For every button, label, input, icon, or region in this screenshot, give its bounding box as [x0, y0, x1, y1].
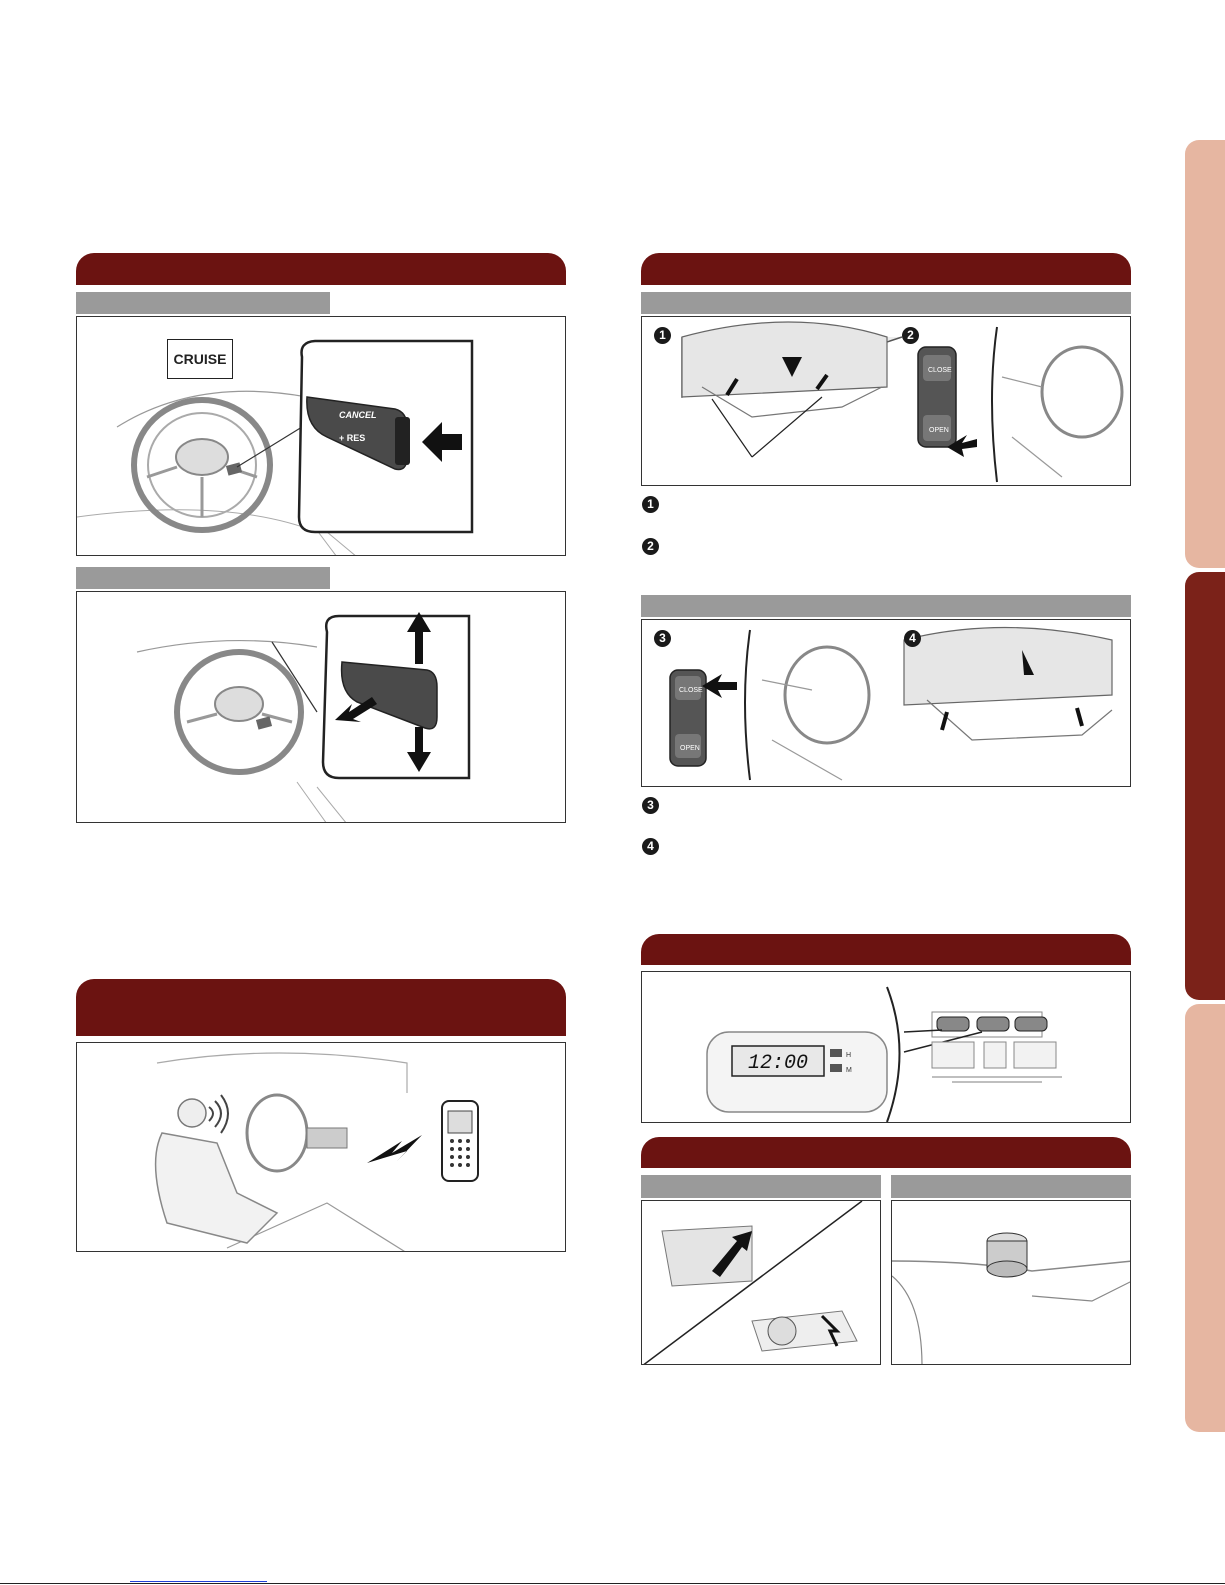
- moonroof-subbar-2: [641, 595, 1131, 617]
- close-switch-label-2: CLOSE: [679, 687, 703, 694]
- moonroof-subbar-1: [641, 292, 1131, 314]
- res-label: + RES: [339, 433, 366, 443]
- cruise-subbar-1: [76, 292, 330, 314]
- signal-icon: [367, 1135, 422, 1163]
- clock-illustration: [641, 971, 1131, 1123]
- bluetooth-section-bar: [76, 979, 566, 1036]
- minute-button-label: M: [846, 1067, 852, 1074]
- cupholder-rear-illustration: [891, 1200, 1131, 1365]
- hour-button[interactable]: [830, 1049, 842, 1057]
- cancel-label: CANCEL: [339, 410, 377, 420]
- cupholder-front-illustration: [641, 1200, 881, 1365]
- minute-button[interactable]: [830, 1064, 842, 1072]
- step-note-badge-3: 3: [642, 797, 659, 814]
- open-switch-label: OPEN: [929, 427, 949, 434]
- side-tab-2[interactable]: [1185, 572, 1225, 1000]
- close-switch-label: CLOSE: [928, 367, 952, 374]
- open-switch-label-2: OPEN: [680, 745, 700, 752]
- cruise-section-bar: [76, 253, 566, 285]
- set-label: — SET: [339, 457, 369, 467]
- clock-section-bar: [641, 934, 1131, 965]
- moonroof-open-illustration: [641, 316, 1131, 486]
- footer-link[interactable]: [130, 1581, 267, 1582]
- cruise-indicator-label: CRUISE: [173, 351, 227, 367]
- cupholder-section-bar: [641, 1137, 1131, 1168]
- cupholder-subbar-rear: [891, 1175, 1131, 1198]
- hour-button-label: H: [846, 1052, 852, 1059]
- moonroof-section-bar: [641, 253, 1131, 285]
- clock-display: 12:00: [747, 1052, 809, 1075]
- cruise-indicator: [167, 339, 233, 379]
- footer-rule: [0, 1583, 1225, 1584]
- step-note-badge-2: 2: [642, 538, 659, 555]
- cruise-subbar-2: [76, 567, 330, 589]
- side-tab-3[interactable]: [1185, 1004, 1225, 1432]
- cruise-set-illustration: [76, 591, 566, 823]
- cupholder-subbar-front: [641, 1175, 881, 1198]
- moonroof-close-illustration: [641, 619, 1131, 787]
- step-badge-2: 2: [902, 327, 919, 344]
- cruise-on-illustration: [76, 316, 566, 556]
- step-badge-1: 1: [654, 327, 671, 344]
- side-tab-1[interactable]: [1185, 140, 1225, 568]
- bluetooth-illustration: [76, 1042, 566, 1252]
- step-badge-3: 3: [654, 630, 671, 647]
- step-badge-4: 4: [904, 630, 921, 647]
- step-note-badge-4: 4: [642, 838, 659, 855]
- step-note-badge-1: 1: [642, 496, 659, 513]
